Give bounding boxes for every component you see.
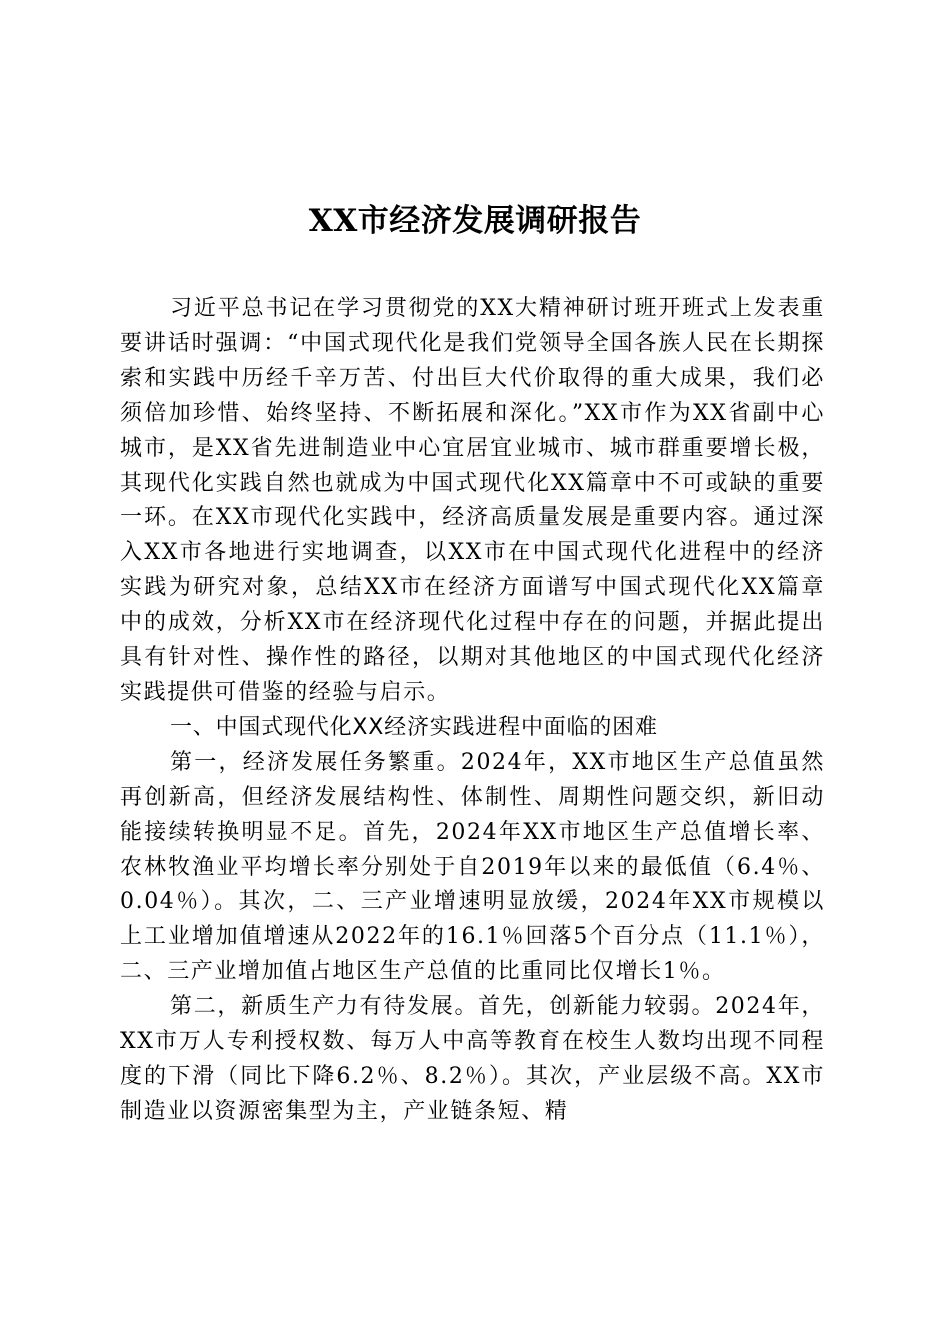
intro-paragraph: 习近平总书记在学习贯彻党的XX大精神研讨班开班式上发表重要讲话时强调：“中国式现代化是我们党领导全国各族人民在长期探索和实践中历经千辛万苦、付出巨大代价取得的重大成果，我们必须倍加珍惜、始终坚持、不断拓展和深化。”XX市作为XX省副中心城市，是XX省先进制造业中心宜居宜业城市、城市群重要增长极，其现代化实践自然也就成为中国式现代化XX篇章中不可或缺的重要一环。在XX市现代化实践中，经济高质量发展是重要内容。通过深入XX市各地进行实地调查，以XX市在中国式现代化进程中的经济实践为研究对象，总结XX市在经济方面谱写中国式现代化XX篇章中的成效，分析XX市在经济现代化过程中存在的问题，并据此提出具有针对性、操作性的路径，以期对其他地区的中国式现代化经济实践提供可借鉴的经验与启示。 (120, 296, 825, 705)
paragraph-second-point: 第二，新质生产力有待发展。首先，创新能力较弱。2024年，XX市万人专利授权数、每万人中高等教育在校生人数均出现不同程度的下滑（同比下降6.2％、8.2％）。其次，产业层级不高。XX市制造业以资源密集型为主，产业链条短、精 (120, 994, 825, 1124)
document-body (120, 292, 825, 1130)
paragraph-first-point: 第一，经济发展任务繁重。2024年，XX市地区生产总值虽然再创新高，但经济发展结构性、体制性、周期性问题交织，新旧动能接续转换明显不足。首先，2024年XX市地区生产总值增长率、农林牧渔业平均增长率分别处于自2019年以来的最低值（6.4％、0.04％）。其次，二、三产业增速明显放缓，2024年XX市规模以上工业增加值增速从2022年的16.1％回落5个百分点（11.1％），二、三产业增加值占地区生产总值的比重同比仅增长1％。 (120, 749, 825, 985)
document-title: XX市经济发展调研报告 (308, 203, 642, 239)
section-heading-1: 一、中国式现代化XX经济实践进程中面临的困难 (170, 714, 658, 740)
